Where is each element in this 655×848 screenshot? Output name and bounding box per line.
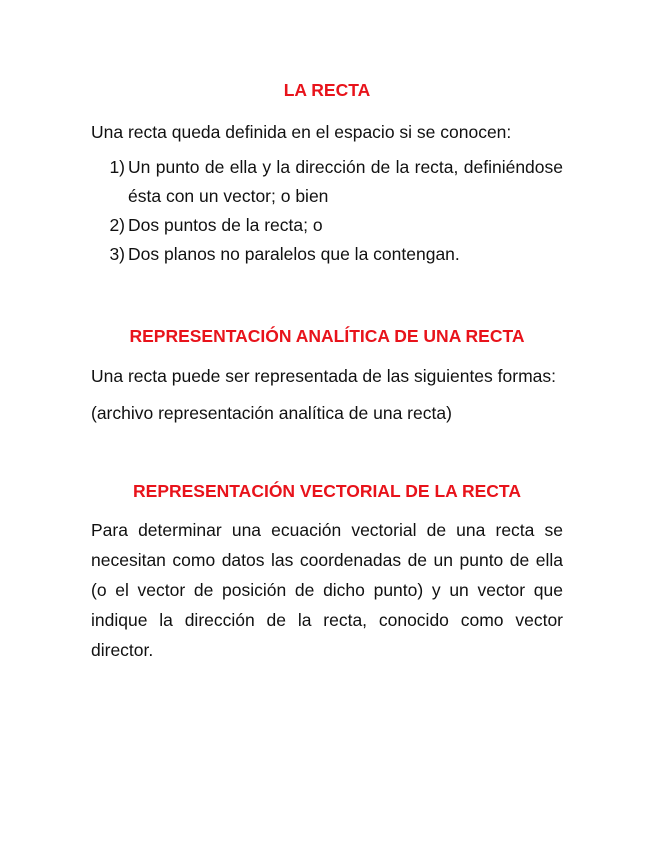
intro-paragraph: Una recta queda definida en el espacio si se conocen:: [91, 122, 512, 142]
list-item-number: 3): [109, 244, 125, 264]
list-item: [91, 153, 563, 211]
list-item: [91, 211, 563, 240]
list-item: [91, 240, 563, 269]
section-heading-analitica: REPRESENTACIÓN ANALÍTICA DE UNA RECTA: [129, 326, 525, 346]
vectorial-paragraph: Para determinar una ecuación vectorial de una recta se necesitan como datos las coordenadas de un punto de ella (o el vector de posición de dicho punto) y un vector que indique la dirección de la recta, conocido como vector director.: [91, 520, 563, 660]
analitica-paragraph: Una recta puede ser representada de las siguientes formas:: [91, 366, 556, 386]
list-item-number: 2): [109, 215, 125, 235]
section-heading-vectorial: REPRESENTACIÓN VECTORIAL DE LA RECTA: [133, 481, 521, 501]
list-item-text: Dos puntos de la recta; o: [128, 215, 323, 235]
list-item-text: Un punto de ella y la dirección de la recta, definiéndose ésta con un vector; o bien: [128, 157, 563, 206]
document-content: [91, 78, 563, 665]
analitica-file-note: (archivo representación analítica de una recta): [91, 403, 452, 423]
list-item-number: 1): [109, 157, 125, 177]
list-item-text: Dos planos no paralelos que la contengan.: [128, 244, 460, 264]
section-heading-la-recta: LA RECTA: [283, 80, 371, 100]
conditions-list: [91, 153, 563, 269]
